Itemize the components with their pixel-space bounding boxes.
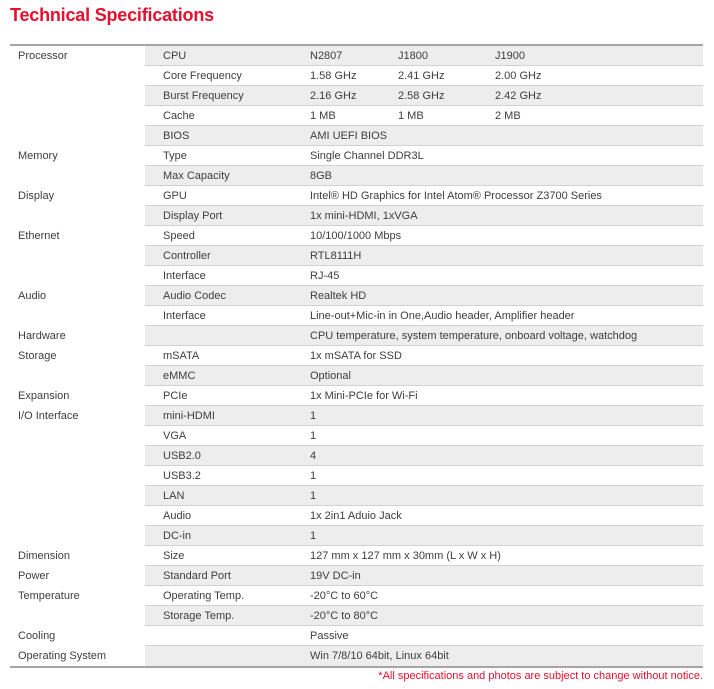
table-row [10, 226, 703, 246]
row-value: N2807 [310, 49, 343, 62]
table-row [10, 246, 703, 266]
row-category [10, 446, 145, 466]
row-attribute: Interface [163, 269, 206, 282]
table-row [10, 606, 703, 626]
row-category: Power [10, 566, 145, 586]
row-value: 1.58 GHz [310, 69, 357, 82]
row-category: Hardware [10, 326, 145, 346]
row-attribute: Type [163, 149, 187, 162]
row-category: Dimension [10, 546, 145, 566]
row-attribute: USB2.0 [163, 449, 201, 462]
row-body [145, 286, 703, 306]
row-body [145, 326, 703, 346]
row-value: J1800 [398, 49, 428, 62]
row-attribute: Max Capacity [163, 169, 230, 182]
row-attribute: Operating Temp. [163, 589, 245, 602]
row-category: Temperature [10, 586, 145, 606]
row-body [145, 226, 703, 246]
row-value: 1 [310, 469, 317, 482]
row-category [10, 306, 145, 326]
row-body [145, 586, 703, 606]
row-attribute: Core Frequency [163, 69, 242, 82]
row-category: I/O Interface [10, 406, 145, 426]
row-value: Win 7/8/10 64bit, Linux 64bit [310, 650, 449, 662]
row-value: 19V DC-in [310, 569, 361, 582]
row-value: 1 MB [398, 109, 424, 122]
row-value: Optional [310, 369, 351, 382]
row-category [10, 66, 145, 86]
table-row [10, 146, 703, 166]
row-category [10, 606, 145, 626]
spec-table [10, 44, 703, 668]
row-value: 2.41 GHz [398, 69, 445, 82]
row-category [10, 246, 145, 266]
table-row [10, 406, 703, 426]
row-body [145, 526, 703, 546]
row-category: Ethernet [10, 226, 145, 246]
row-attribute: BIOS [163, 129, 190, 142]
table-row [10, 86, 703, 106]
row-value: -20°C to 80°C [310, 609, 379, 622]
row-attribute [145, 646, 310, 666]
row-category: Processor [10, 46, 145, 66]
row-category: Operating System [10, 646, 145, 666]
table-row [10, 446, 703, 466]
row-body [145, 366, 703, 386]
row-value: RTL8111H [310, 249, 362, 262]
table-row [10, 186, 703, 206]
row-body [145, 146, 703, 166]
row-value: 1x 2in1 Aduio Jack [310, 509, 402, 522]
row-value: 1 [310, 529, 317, 542]
table-row [10, 106, 703, 126]
row-value: 2.58 GHz [398, 89, 445, 102]
table-row [10, 426, 703, 446]
row-attribute: mSATA [163, 349, 200, 362]
row-value: 2.00 GHz [495, 69, 542, 82]
row-attribute [145, 626, 310, 645]
row-body [145, 446, 703, 466]
row-attribute: USB3.2 [163, 469, 201, 482]
row-value: Passive [310, 629, 349, 642]
row-body [145, 86, 703, 106]
row-body [145, 606, 703, 626]
row-body [145, 266, 703, 286]
table-row [10, 486, 703, 506]
table-row [10, 126, 703, 146]
row-body [145, 546, 703, 566]
row-category [10, 266, 145, 286]
table-row [10, 626, 703, 646]
table-row [10, 386, 703, 406]
row-body [145, 486, 703, 506]
row-value: 2.42 GHz [495, 89, 542, 102]
row-attribute: eMMC [163, 369, 196, 382]
row-attribute: CPU [163, 49, 187, 62]
row-value: Single Channel DDR3L [310, 149, 424, 162]
row-body [145, 66, 703, 86]
row-body [145, 306, 703, 326]
row-body [145, 646, 703, 666]
row-value: 8GB [310, 169, 333, 182]
row-category [10, 426, 145, 446]
row-value: 127 mm x 127 mm x 30mm (L x W x H) [310, 549, 501, 562]
row-value: 1x mini-HDMI, 1xVGA [310, 209, 418, 222]
row-category [10, 486, 145, 506]
row-body [145, 246, 703, 266]
table-row [10, 286, 703, 306]
table-row [10, 506, 703, 526]
row-attribute: Standard Port [163, 569, 231, 582]
row-category: Display [10, 186, 145, 206]
row-value: 1 MB [310, 109, 336, 122]
row-category [10, 86, 145, 106]
table-row [10, 166, 703, 186]
row-value: RJ-45 [310, 269, 340, 282]
row-category [10, 126, 145, 146]
table-row [10, 466, 703, 486]
row-body [145, 46, 703, 66]
row-value: 1 [310, 429, 317, 442]
row-category: Memory [10, 146, 145, 166]
table-row [10, 306, 703, 326]
row-value: 1x Mini-PCIe for Wi-Fi [310, 389, 418, 402]
row-body [145, 106, 703, 126]
row-value: -20°C to 60°C [310, 589, 379, 602]
row-body [145, 426, 703, 446]
row-category [10, 166, 145, 186]
row-attribute: Speed [163, 229, 195, 242]
row-category [10, 106, 145, 126]
row-body [145, 406, 703, 426]
row-category: Audio [10, 286, 145, 306]
row-attribute: Size [163, 549, 185, 562]
row-value: J1900 [495, 49, 525, 62]
row-attribute: Display Port [163, 209, 223, 222]
row-attribute: GPU [163, 189, 187, 202]
table-row [10, 566, 703, 586]
row-category: Storage [10, 346, 145, 366]
table-row [10, 206, 703, 226]
row-attribute: PCIe [163, 389, 188, 402]
row-attribute: Audio Codec [163, 289, 226, 302]
row-value: 1x mSATA for SSD [310, 349, 402, 362]
page-title: Technical Specifications [10, 5, 214, 25]
table-row [10, 46, 703, 66]
table-row [10, 326, 703, 346]
row-attribute: DC-in [163, 529, 192, 542]
table-row [10, 266, 703, 286]
row-body [145, 346, 703, 366]
row-value: 4 [310, 449, 317, 462]
table-row [10, 546, 703, 566]
row-category: Expansion [10, 386, 145, 406]
table-row [10, 66, 703, 86]
table-row [10, 526, 703, 546]
row-attribute: Storage Temp. [163, 609, 235, 622]
row-attribute: mini-HDMI [163, 409, 215, 422]
footnote: *All specifications and photos are subject to change without notice. [378, 670, 703, 682]
row-value: Line-out+Mic-in in One,Audio header, Amplifier header [310, 309, 575, 322]
row-body [145, 506, 703, 526]
row-body [145, 126, 703, 146]
row-category [10, 206, 145, 226]
row-value: 2.16 GHz [310, 89, 357, 102]
row-category [10, 506, 145, 526]
row-category [10, 526, 145, 546]
table-row [10, 586, 703, 606]
row-value: 10/100/1000 Mbps [310, 229, 402, 242]
row-value: Intel® HD Graphics for Intel Atom® Processor Z3700 Series [310, 189, 602, 202]
table-row [10, 646, 703, 666]
row-body [145, 566, 703, 586]
row-category: Cooling [10, 626, 145, 646]
row-category [10, 466, 145, 486]
row-attribute: LAN [163, 489, 185, 502]
row-body [145, 166, 703, 186]
row-body [145, 626, 703, 646]
row-attribute: Audio [163, 509, 192, 522]
table-row [10, 346, 703, 366]
row-attribute: Interface [163, 309, 206, 322]
row-value: 2 MB [495, 109, 521, 122]
row-value: Realtek HD [310, 289, 367, 302]
row-body [145, 466, 703, 486]
row-value: 1 [310, 489, 317, 502]
row-value: 1 [310, 409, 317, 422]
row-attribute: VGA [163, 429, 187, 442]
row-category [10, 366, 145, 386]
row-attribute [145, 326, 310, 345]
row-body [145, 206, 703, 226]
row-body [145, 386, 703, 406]
row-attribute: Cache [163, 109, 195, 122]
row-value: AMI UEFI BIOS [310, 129, 388, 142]
table-row [10, 366, 703, 386]
row-attribute: Controller [163, 249, 211, 262]
row-body [145, 186, 703, 206]
row-attribute: Burst Frequency [163, 89, 244, 102]
row-value: CPU temperature, system temperature, onboard voltage, watchdog [310, 329, 638, 342]
